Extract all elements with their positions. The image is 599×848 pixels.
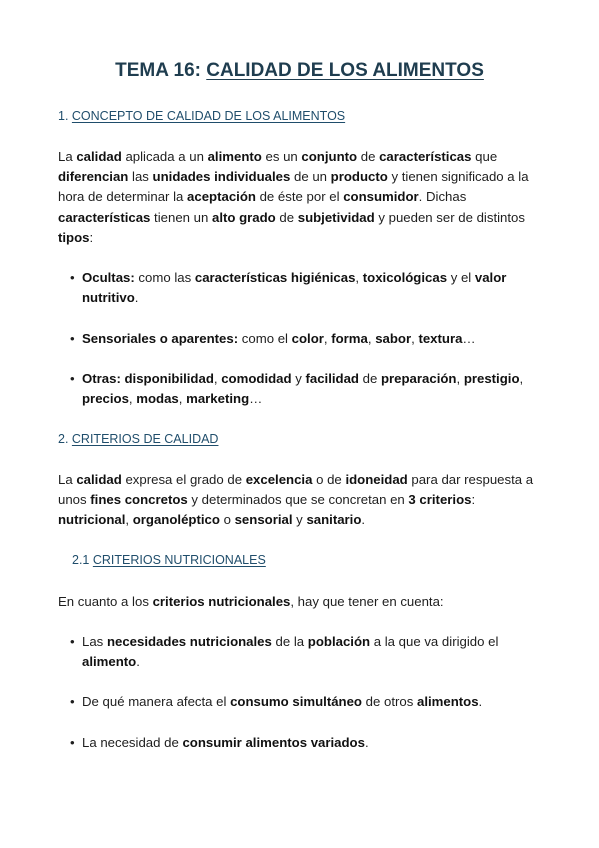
bold-term: textura: [418, 331, 463, 346]
bold-term: alimentos: [416, 694, 479, 709]
bold-term: características: [379, 149, 472, 164]
bold-term: criterios nutricionales: [152, 594, 291, 609]
bold-term: forma: [331, 331, 368, 346]
section-heading-text: CRITERIOS NUTRICIONALES: [92, 553, 266, 567]
bold-term: comodidad: [221, 371, 292, 386]
list-item: • Ocultas: como las características higiénicas, toxicológicas y el valor nutritivo.: [82, 268, 532, 308]
bold-term: alimento: [82, 654, 137, 670]
bold-term: consumo simultáneo: [230, 694, 362, 709]
bold-term: tipos: [58, 229, 90, 245]
bold-term: sensorial: [234, 512, 293, 528]
section-number: 2.1: [72, 553, 93, 567]
bold-term: Ocultas:: [82, 270, 135, 285]
page-title: [0, 60, 599, 82]
section-heading-2: [58, 432, 218, 446]
list-item: • Otras: disponibilidad, comodidad y facilidad de preparación, prestigio, precios, modas, marketing…: [82, 369, 532, 409]
section-heading-1: [58, 109, 345, 123]
bold-term: calidad: [76, 472, 122, 487]
title-prefix: TEMA 16:: [115, 60, 207, 81]
bold-term: nutricional: [58, 512, 126, 528]
paragraph: La calidad expresa el grado de excelencia o de idoneidad para dar respuesta a unos fines concretos y determinados que se concretan en 3 criterios: nutricional, organoléptico o sensorial y sanitario.: [58, 472, 534, 528]
section-heading-text: CONCEPTO DE CALIDAD DE LOS ALIMENTOS: [71, 109, 346, 123]
bold-term: sabor: [375, 331, 412, 346]
bold-term: 3 criterios: [408, 492, 472, 508]
bold-term: precios: [82, 391, 129, 407]
bold-term: toxicológicas: [362, 270, 448, 285]
bold-term: preparación: [380, 371, 457, 386]
section-number: 1.: [58, 109, 72, 123]
list-item: • Las necesidades nutricionales de la población a la que va dirigido el alimento.: [82, 632, 532, 672]
title-main: CALIDAD DE LOS ALIMENTOS: [206, 60, 484, 81]
bold-term: excelencia: [245, 472, 313, 487]
bold-term: características higiénicas: [194, 270, 356, 285]
paragraph: En cuanto a los criterios nutricionales, hay que tener en cuenta:: [58, 594, 444, 609]
bold-term: necesidades nutricionales: [106, 634, 272, 649]
bold-term: fines concretos: [90, 492, 188, 508]
bold-term: facilidad: [305, 371, 359, 386]
list-item: • La necesidad de consumir alimentos variados.: [82, 733, 532, 753]
section-heading-2-1: [72, 553, 266, 567]
bold-term: organoléptico: [132, 512, 220, 528]
section-heading-text: CRITERIOS DE CALIDAD: [71, 432, 219, 446]
bold-term: sanitario: [306, 512, 362, 528]
bold-term: características: [58, 209, 151, 225]
bold-term: alimento: [207, 149, 262, 164]
bold-term: Otras: disponibilidad: [82, 371, 214, 386]
paragraph: La calidad aplicada a un alimento es un conjunto de características que diferencian las unidades individuales de un producto y tienen significado a la hora de determinar la aceptación de éste por el consumidor. Dichas características tienen un alto grado de subjetividad y pueden ser de distintos tipos:: [58, 149, 529, 245]
bold-term: unidades individuales: [152, 169, 291, 185]
bold-term: aceptación: [187, 189, 256, 205]
bold-term: producto: [330, 169, 388, 185]
bold-term: consumidor: [343, 189, 419, 205]
list-item: • De qué manera afecta el consumo simultáneo de otros alimentos.: [82, 692, 532, 712]
list-item: • Sensoriales o aparentes: como el color, forma, sabor, textura…: [82, 329, 532, 349]
bold-term: conjunto: [301, 149, 358, 164]
bold-term: Sensoriales o aparentes:: [82, 331, 239, 346]
bold-term: alto grado: [211, 209, 276, 225]
bold-term: marketing: [186, 391, 250, 407]
section-number: 2.: [58, 432, 72, 446]
bold-term: subjetividad: [297, 209, 375, 225]
bold-term: diferencian: [58, 169, 129, 185]
bold-term: consumir alimentos variados: [182, 735, 365, 750]
bold-term: color: [291, 331, 324, 346]
bold-term: calidad: [76, 149, 122, 164]
bold-term: prestigio: [463, 371, 520, 386]
bold-term: idoneidad: [345, 472, 408, 487]
bold-term: población: [307, 634, 371, 649]
bold-term: valor nutritivo: [82, 270, 507, 306]
bold-term: modas: [136, 391, 179, 407]
